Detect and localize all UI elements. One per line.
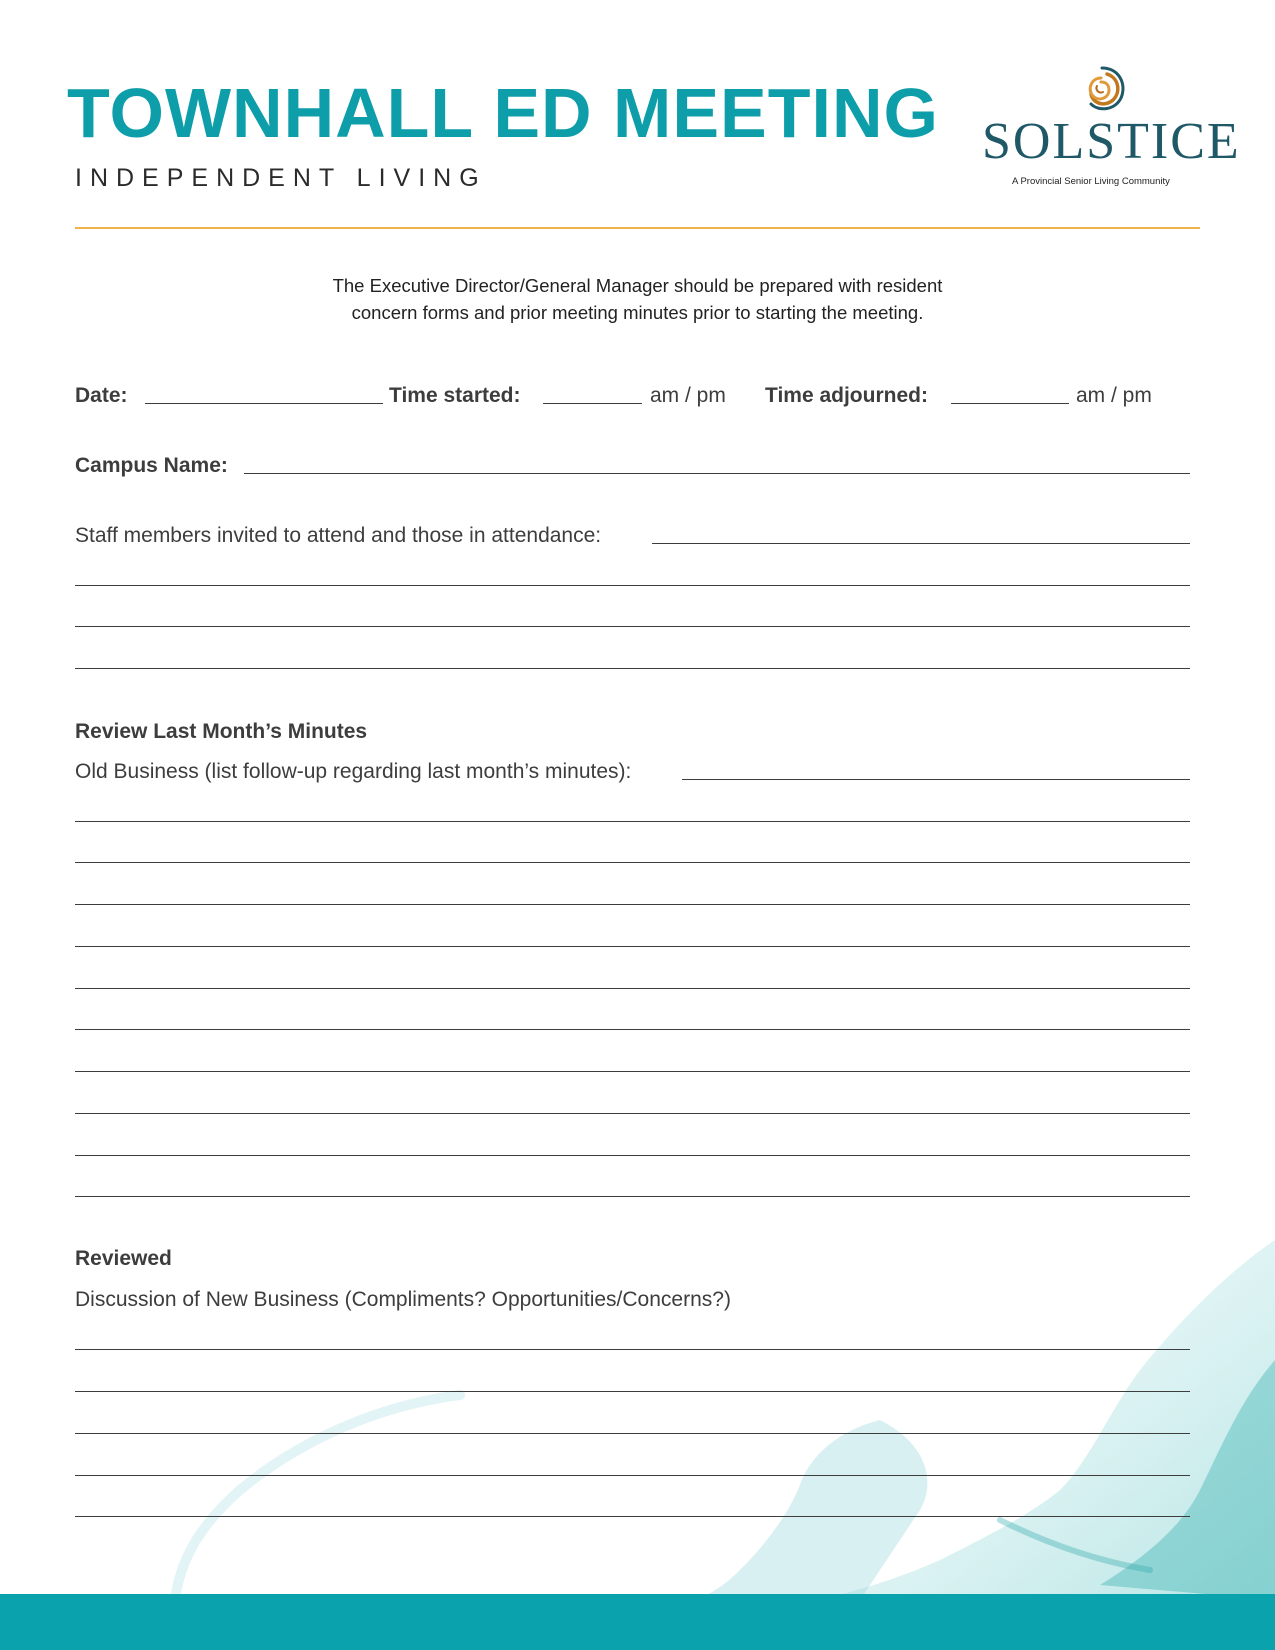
old-business-line[interactable] xyxy=(75,862,1190,863)
staff-field-line[interactable] xyxy=(652,543,1190,544)
logo-tagline: A Provincial Senior Living Community xyxy=(1012,176,1170,187)
new-business-line[interactable] xyxy=(75,1391,1190,1392)
old-business-line[interactable] xyxy=(75,904,1190,905)
sun-swirl-icon xyxy=(1067,60,1137,120)
time-started-field[interactable] xyxy=(543,403,642,404)
campus-name-label: Campus Name: xyxy=(75,454,228,477)
review-minutes-heading: Review Last Month’s Minutes xyxy=(75,720,368,743)
old-business-line[interactable] xyxy=(75,1196,1190,1197)
new-business-label: Discussion of New Business (Compliments? Opportunities/Concerns?) xyxy=(75,1288,731,1311)
new-business-line[interactable] xyxy=(75,1475,1190,1476)
new-business-line[interactable] xyxy=(75,1433,1190,1434)
old-business-line[interactable] xyxy=(682,779,1190,780)
intro-text xyxy=(240,272,1035,326)
time-adjourned-label: Time adjourned: xyxy=(765,384,928,407)
old-business-line[interactable] xyxy=(75,821,1190,822)
intro-line-2: concern forms and prior meeting minutes prior to starting the meeting. xyxy=(351,302,924,323)
time-started-ampm: am / pm xyxy=(650,384,726,407)
old-business-line[interactable] xyxy=(75,1029,1190,1030)
time-adjourned-field[interactable] xyxy=(951,403,1069,404)
old-business-label: Old Business (list follow-up regarding last month’s minutes): xyxy=(75,760,632,783)
page-subtitle: INDEPENDENT LIVING xyxy=(75,164,487,192)
staff-label: Staff members invited to attend and those in attendance: xyxy=(75,524,602,547)
time-started-label: Time started: xyxy=(389,384,521,407)
date-label: Date: xyxy=(75,384,128,407)
old-business-line[interactable] xyxy=(75,1071,1190,1072)
solstice-logo xyxy=(982,60,1241,190)
new-business-line[interactable] xyxy=(75,1516,1190,1517)
reviewed-heading: Reviewed xyxy=(75,1247,172,1270)
old-business-line[interactable] xyxy=(75,946,1190,947)
staff-field-line[interactable] xyxy=(75,626,1190,627)
campus-name-field[interactable] xyxy=(244,473,1190,474)
old-business-line[interactable] xyxy=(75,1113,1190,1114)
date-field[interactable] xyxy=(145,403,383,404)
time-adjourned-ampm: am / pm xyxy=(1076,384,1152,407)
old-business-line[interactable] xyxy=(75,1155,1190,1156)
staff-field-line[interactable] xyxy=(75,668,1190,669)
staff-field-line[interactable] xyxy=(75,585,1190,586)
footer-bar xyxy=(0,1594,1275,1650)
old-business-line[interactable] xyxy=(75,988,1190,989)
intro-line-1: The Executive Director/General Manager should be prepared with resident xyxy=(332,275,943,296)
new-business-line[interactable] xyxy=(75,1349,1190,1350)
page-title: TOWNHALL ED MEETING xyxy=(67,74,939,152)
logo-wordmark: SOLSTICE xyxy=(982,113,1241,170)
header-divider xyxy=(75,227,1200,229)
